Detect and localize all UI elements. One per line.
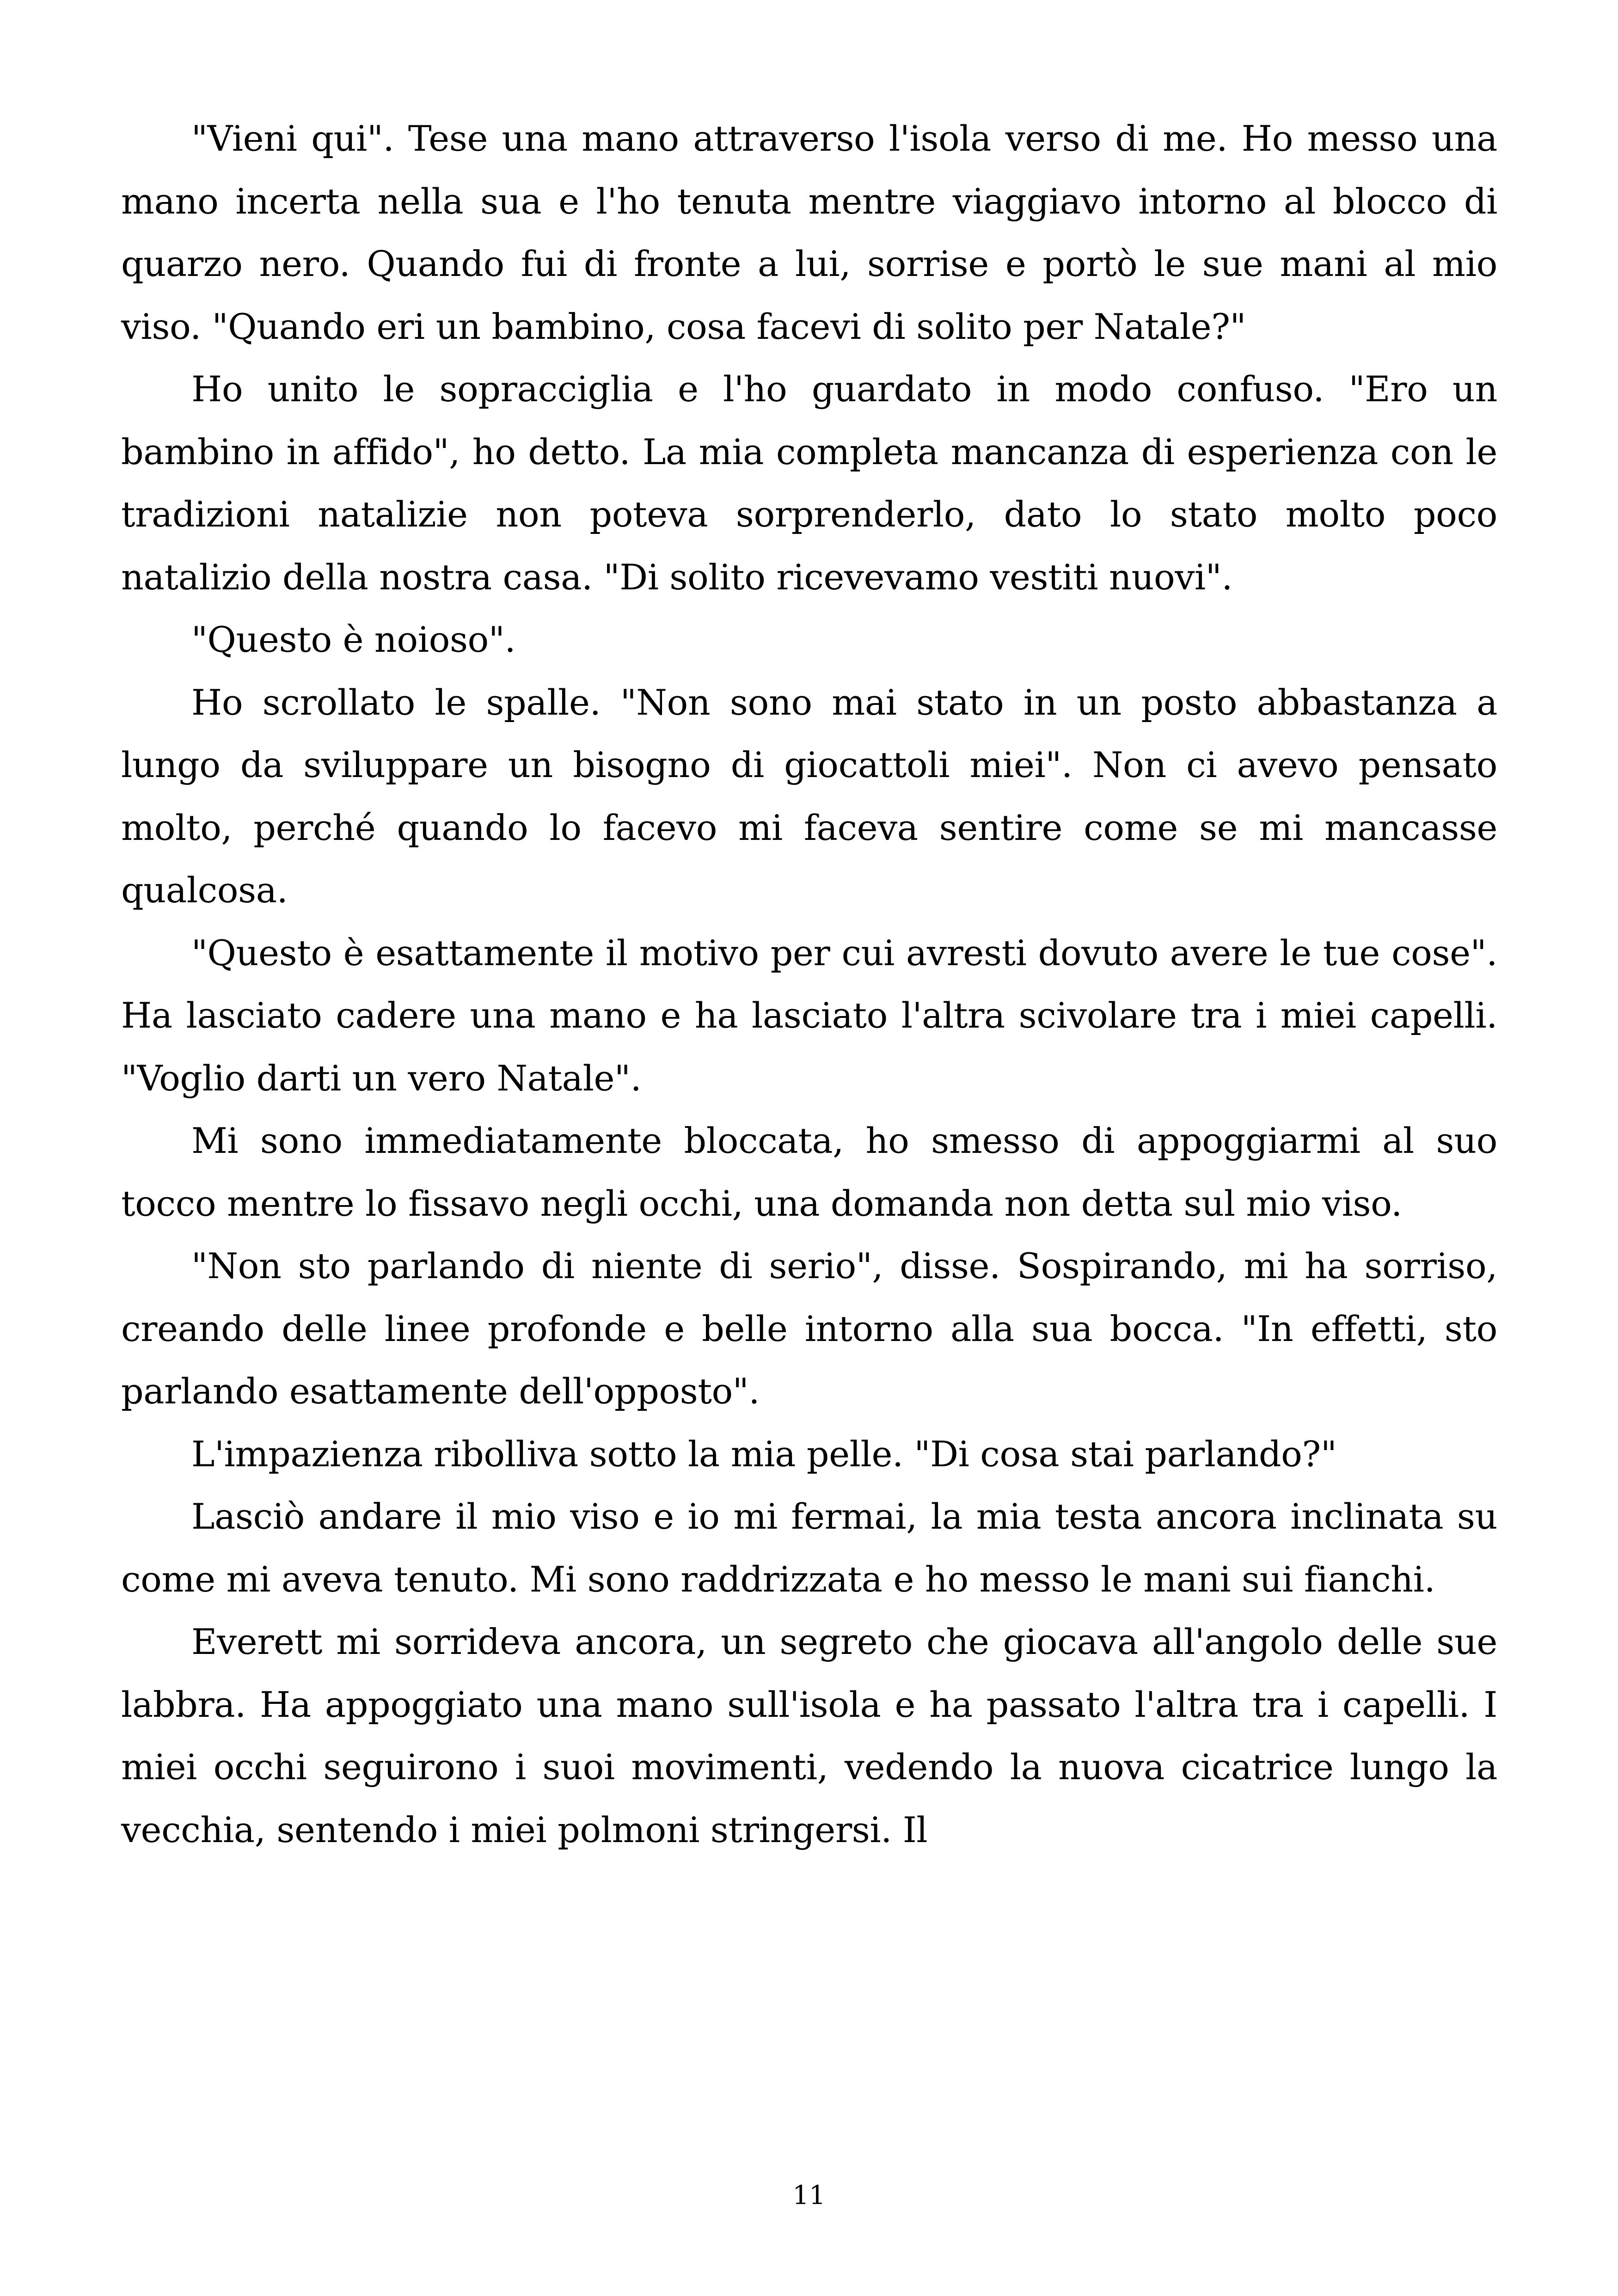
paragraph: L'impazienza ribolliva sotto la mia pelle. "Di cosa stai parlando?": [191, 1433, 1337, 1475]
paragraph: Everett mi sorrideva ancora, un segreto che giocava all'angolo delle sue labbra. Ha appoggiato una mano sull'isola e ha passato l'altra tra i capelli. I miei occhi seguirono i suoi movimenti, vedendo la nuova cicatrice lungo la vecchia, sentendo i miei polmoni stringersi. Il: [121, 1621, 1497, 1850]
paragraph: Ho scrollato le spalle. "Non sono mai stato in un posto abbastanza a lungo da sviluppare un bisogno di giocattoli miei". Non ci avevo pensato molto, perché quando lo facevo mi faceva sentire come se mi mancasse qualcosa.: [121, 681, 1497, 911]
paragraph: "Questo è esattamente il motivo per cui avresti dovuto avere le tue cose". Ha lasciato cadere una mano e ha lasciato l'altra scivolare tra i miei capelli. "Voglio darti un vero Natale".: [121, 932, 1497, 1099]
page-body: [121, 107, 1497, 1861]
paragraph: Lasciò andare il mio viso e io mi fermai, la mia testa ancora inclinata su come mi aveva tenuto. Mi sono raddrizzata e ho messo le mani sui fianchi.: [121, 1496, 1497, 1600]
paragraph: Mi sono immediatamente bloccata, ho smesso di appoggiarmi al suo tocco mentre lo fissavo negli occhi, una domanda non detta sul mio viso.: [121, 1120, 1497, 1224]
paragraph: "Non sto parlando di niente di serio", disse. Sospirando, mi ha sorriso, creando delle linee profonde e belle intorno alla sua bocca. "In effetti, sto parlando esattamente dell'opposto".: [121, 1245, 1497, 1412]
paragraph: Ho unito le sopracciglia e l'ho guardato in modo confuso. "Ero un bambino in affido", ho detto. La mia completa mancanza di esperienza con le tradizioni natalizie non poteva sorprenderlo, dato lo stato molto poco natalizio della nostra casa. "Di solito ricevevamo vestiti nuovi".: [121, 368, 1497, 598]
paragraph: "Questo è noioso".: [191, 619, 516, 660]
page-number: 11: [792, 2180, 826, 2210]
paragraph: "Vieni qui". Tese una mano attraverso l'isola verso di me. Ho messo una mano incerta nella sua e l'ho tenuta mentre viaggiavo intorno al blocco di quarzo nero. Quando fui di fronte a lui, sorrise e portò le sue mani al mio viso. "Quando eri un bambino, cosa facevi di solito per Natale?": [121, 118, 1497, 347]
